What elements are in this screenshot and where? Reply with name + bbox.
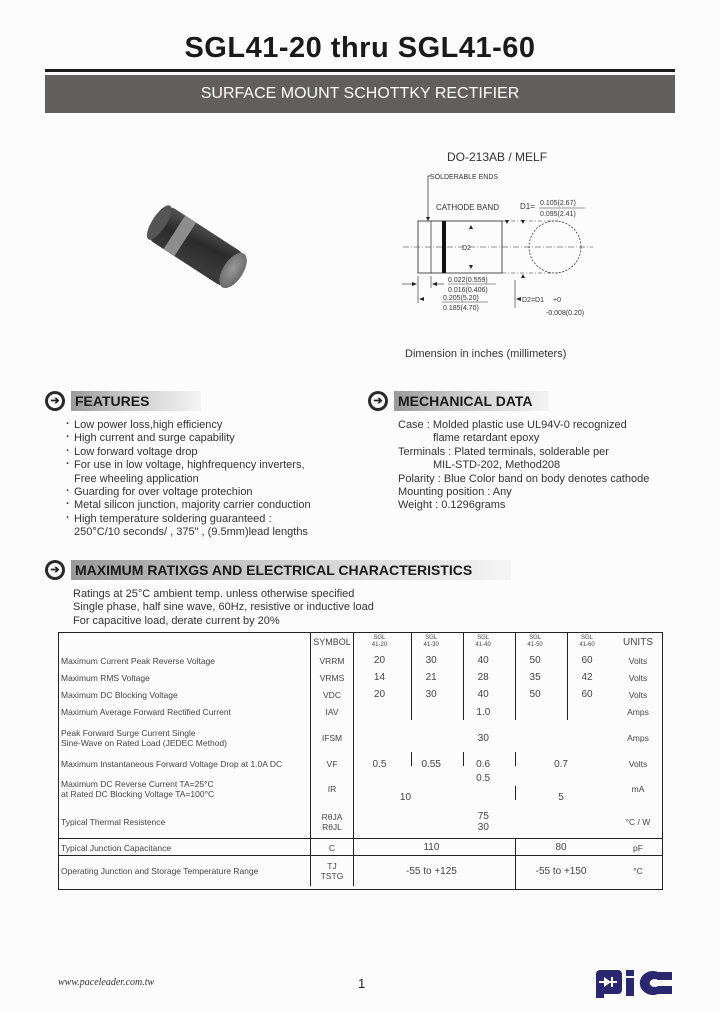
svg-text:CATHODE BAND: CATHODE BAND: [436, 203, 499, 212]
pic-logo: [596, 968, 672, 998]
part-header: SGL 41-50: [527, 635, 543, 648]
column-divider: [515, 752, 516, 766]
svg-text:+0: +0: [553, 297, 561, 304]
package-dimension-diagram: [398, 168, 598, 338]
column-divider: [515, 786, 516, 800]
table-row: Maximum RMS Voltage VRMS 14 21 28 35 42 Volts: [58, 669, 663, 686]
mechanical-heading: [368, 390, 549, 412]
table-row: Typical Junction Capacitance C 110 80 pF: [58, 839, 663, 856]
electrical-characteristics-table: [58, 632, 663, 886]
table-row: Operating Junction and Storage Temperature Range TJ TSTG -55 to +125 -55 to +150 °C: [58, 856, 663, 886]
mech-line: Case : Molded plastic use UL94V-0 recognized: [398, 419, 627, 431]
melf-diode-photo: [140, 195, 255, 300]
feature-item-continued: Free wheeling application: [74, 472, 199, 485]
svg-text:0.105(2.67): 0.105(2.67): [540, 200, 576, 207]
dimension-note: Dimension in inches (millimeters): [405, 348, 567, 360]
svg-text:0.095(2.41): 0.095(2.41): [540, 211, 576, 218]
svg-text:-0.008(0.20): -0.008(0.20): [546, 310, 585, 317]
feature-item: · High current and surge capability: [66, 432, 311, 445]
feature-item: · Low forward voltage drop: [66, 446, 311, 459]
mechanical-title: MECHANICAL DATA: [394, 391, 549, 411]
table-row: Maximum Average Forward Rectified Current IAV 1.0 Amps: [58, 703, 663, 721]
table-divider: [58, 838, 663, 839]
svg-text:0.205(5.20): 0.205(5.20): [443, 295, 479, 302]
svg-text:0.022(0.559): 0.022(0.559): [448, 277, 488, 284]
features-heading: [45, 390, 201, 412]
title-divider: [45, 69, 675, 72]
column-divider: [411, 632, 412, 720]
features-list: [66, 419, 311, 540]
column-divider: [463, 752, 464, 766]
arrow-circle-icon: ➔: [45, 391, 65, 411]
table-row: Peak Forward Surge Current Single Sine-Wave on Rated Load (JEDEC Method) IFSM 30 Amps: [58, 721, 663, 755]
mechanical-data: [398, 419, 649, 513]
rating-note: For capacitive load, derate current by 20%: [73, 614, 280, 627]
column-divider: [515, 632, 516, 720]
table-row: Maximum Instantaneous Forward Voltage Drop at 1.0A DC VF 0.5 0.55 0.6 0.7 Volts: [58, 755, 663, 773]
ratings-notes: [73, 588, 374, 628]
part-header: SGL 41-60: [579, 635, 595, 648]
mech-line: Polarity : Blue Color band on body denotes cathode: [398, 472, 650, 485]
footer-website-link[interactable]: www.paceleader.com.tw: [58, 977, 155, 988]
feature-item: · For use in low voltage, highfrequency inverters,: [66, 459, 311, 472]
mech-line: Weight : 0.1296grams: [398, 499, 506, 512]
units-header: UNITS: [622, 636, 653, 648]
column-divider: [463, 632, 464, 720]
rating-note: Ratings at 25°C ambient temp. unless otherwise specified: [73, 588, 355, 600]
column-divider: [515, 838, 516, 890]
part-header: SGL 41-40: [475, 635, 491, 648]
mech-line: Mounting position : Any: [398, 486, 512, 499]
mech-line: flame retardant epoxy: [433, 432, 540, 445]
mech-line: Terminals : Plated terminals, solderable per: [398, 445, 609, 458]
ratings-heading: [45, 559, 511, 581]
feature-item: · Low power loss,high efficiency: [66, 419, 311, 432]
ratings-title: MAXIMUM RATIXGS AND ELECTRICAL CHARACTERISTICS: [71, 560, 511, 580]
mech-line: MIL-STD-202, Method208: [433, 459, 561, 472]
svg-text:0.185(4.70): 0.185(4.70): [443, 305, 479, 312]
column-divider: [411, 752, 412, 766]
svg-text:0.016(0.406): 0.016(0.406): [448, 287, 488, 294]
table-divider: [58, 855, 663, 856]
feature-item-continued: 250°C/10 seconds/ , 375" , (9.5mm)lead lengths: [74, 526, 308, 539]
symbol-header: SYMBOL: [311, 632, 354, 652]
table-row: Maximum DC Reverse Current TA=25°C at Rated DC Blocking Voltage TA=100°C IR 10 0.5 5 mA: [61, 773, 645, 803]
part-header: SGL 41-20: [371, 635, 388, 648]
arrow-circle-icon: ➔: [368, 391, 388, 411]
table-header-row: [58, 632, 663, 652]
feature-item: · Guarding for over voltage protechion: [66, 486, 311, 499]
svg-text:D2: D2: [462, 245, 471, 252]
table-row: Maximum DC Blocking Voltage VDC 20 30 40 50 60 Volts: [58, 686, 663, 703]
features-title: FEATURES: [71, 391, 201, 411]
feature-item: · Metal silicon junction, majority carrier conduction: [66, 499, 311, 512]
table-row: Maximum Current Peak Reverse Voltage VRRM 20 30 40 50 60 Volts: [58, 652, 663, 669]
column-divider: [567, 632, 568, 720]
package-name: DO-213AB / MELF: [447, 150, 548, 164]
svg-text:SOLDERABLE ENDS: SOLDERABLE ENDS: [430, 174, 499, 181]
arrow-circle-icon: ➔: [45, 560, 65, 580]
svg-text:D1=: D1=: [520, 202, 535, 211]
part-header: SGL 41-30: [423, 635, 439, 648]
page-number: 1: [358, 976, 366, 991]
page-title: SGL41-20 thru SGL41-60: [184, 32, 536, 64]
svg-text:D2=D1: D2=D1: [522, 297, 544, 304]
feature-item: · High temperature soldering guaranteed :: [66, 513, 311, 526]
rating-note: Single phase, half sine wave, 60Hz, resistive or inductive load: [73, 601, 374, 614]
table-row: Typical Thermal Resistence RθJA RθJL 75 30 °C / W: [58, 805, 663, 839]
subtitle-banner: SURFACE MOUNT SCHOTTKY RECTIFIER: [45, 75, 675, 113]
